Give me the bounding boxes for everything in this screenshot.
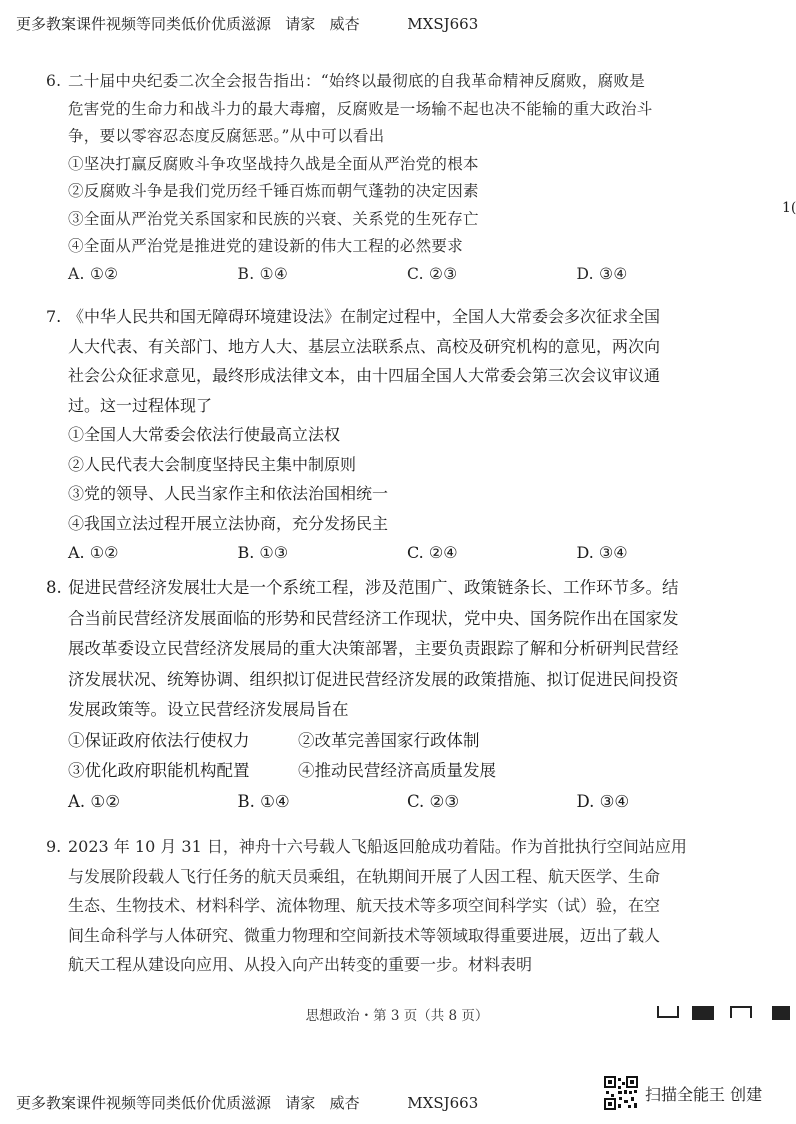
top-banner: 更多教案课件视频等同类低价优质滋源 请家 威杏 MXSJ663	[16, 15, 479, 33]
registration-mark	[730, 1006, 752, 1018]
statement-option: ②反腐败斗争是我们党历经千锤百炼而朝气蓬勃的决定因素	[68, 182, 479, 200]
answer-choices	[46, 538, 746, 568]
stem-line: 发展政策等。设立民营经济发展局旨在	[68, 700, 349, 719]
answer-choices	[46, 787, 746, 818]
question-stem	[46, 832, 746, 862]
stem-line: 争，要以零容忍态度反腐惩恶。”从中可以看出	[68, 127, 385, 145]
question-number: 8.	[46, 578, 62, 597]
statement-option: ①保证政府依法行使权力	[68, 730, 250, 750]
statement-option: ③党的领导、人民当家作主和依法治国相统一	[68, 484, 389, 503]
choice-b: B. ①④	[237, 791, 290, 811]
stem-line: 与发展阶段载人飞行任务的航天员乘组，在轨期间开展了人因工程、航天医学、生命	[68, 866, 661, 886]
choice-b: B. ①③	[237, 543, 289, 562]
choice-d: D. ③④	[576, 791, 630, 811]
choice-a: A. ①②	[68, 264, 119, 283]
statement-option: ②改革完善国家行政体制	[298, 730, 480, 750]
statement-row	[46, 726, 746, 757]
question-7	[46, 302, 746, 568]
statement-option: ③优化政府职能机构配置	[68, 761, 250, 780]
question-6	[46, 68, 746, 288]
answer-choices	[46, 261, 746, 289]
stem-line: 生态、生物技术、材料科学、流体物理、航天技术等多项空间科学实（试）验，在空	[68, 896, 661, 915]
question-9	[46, 832, 746, 980]
question-stem	[46, 68, 746, 96]
scanner-watermark: 扫描全能王 创建	[645, 1085, 763, 1104]
qr-code-icon	[604, 1076, 638, 1110]
stem-line: 《中华人民共和国无障碍环境建设法》在制定过程中，全国人大常委会多次征求全国	[68, 307, 661, 326]
edge-mark: 1(	[782, 200, 796, 216]
question-8	[46, 573, 746, 817]
question-stem	[46, 573, 746, 604]
page-footer: 思想政治・第 3 页（共 8 页）	[305, 1008, 489, 1024]
stem-line: 促进民营经济发展壮大是一个系统工程，涉及范围广、政策链条长、工作环节多。结	[68, 578, 679, 597]
choice-c: C. ②③	[407, 791, 460, 811]
stem-line: 间生命科学与人体研究、微重力物理和空间新技术等领域取得重要进展，迈出了载人	[68, 925, 661, 945]
stem-line: 危害党的生命力和战斗力的最大毒瘤，反腐败是一场输不起也决不能输的重大政治斗	[68, 99, 653, 118]
stem-line: 社会公众征求意见，最终形成法律文本，由十四届全国人大常委会第三次会议审议通	[68, 366, 661, 385]
stem-line: 合当前民营经济发展面临的形势和民营经济工作现状，党中央、国务院作出在国家发	[68, 608, 679, 628]
registration-mark	[657, 1006, 679, 1018]
registration-mark	[692, 1006, 714, 1020]
statement-option: ④我国立法过程开展立法协商，充分发扬民主	[68, 513, 389, 533]
question-number: 6.	[46, 72, 62, 90]
stem-line: 人大代表、有关部门、地方人大、基层立法联系点、高校及研究机构的意见，两次向	[68, 336, 661, 356]
choice-b: B. ①④	[237, 264, 289, 283]
bottom-banner: 更多教案课件视频等同类低价优质滋源 请家 威杏 MXSJ663	[16, 1094, 479, 1112]
choice-a: A. ①②	[68, 543, 119, 562]
question-number: 7.	[46, 307, 62, 326]
choice-d: D. ③④	[576, 264, 628, 283]
stem-line: 展改革委设立民营经济发展局的重大决策部署，主要负责跟踪了解和分析研判民营经	[68, 639, 679, 658]
statement-option: ④全面从严治党是推进党的建设新的伟大工程的必然要求	[68, 237, 464, 255]
statement-option: ③全面从严治党关系国家和民族的兴衰、关系党的生死存亡	[68, 209, 479, 228]
statement-row	[46, 756, 746, 787]
statement-option: ④推动民营经济高质量发展	[298, 761, 496, 780]
statement-option: ②人民代表大会制度坚持民主集中制原则	[68, 454, 357, 474]
choice-a: A. ①②	[68, 791, 120, 811]
stem-line: 济发展状况、统筹协调、组织拟订促进民营经济发展的政策措施、拟订促进民间投资	[68, 669, 679, 689]
stem-line: 二十届中央纪委二次全会报告指出：“始终以最彻底的自我革命精神反腐败，腐败是	[68, 72, 646, 90]
stem-line: 2023 年 10 月 31 日，神舟十六号载人飞船返回舱成功着陆。作为首批执行空间站应用	[68, 837, 687, 856]
registration-mark	[772, 1006, 790, 1020]
choice-d: D. ③④	[576, 543, 628, 562]
question-stem	[46, 302, 746, 332]
statement-option: ①坚决打赢反腐败斗争攻坚战持久战是全面从严治党的根本	[68, 154, 479, 173]
statement-option: ①全国人大常委会依法行使最高立法权	[68, 425, 341, 444]
choice-c: C. ②③	[407, 264, 458, 283]
stem-line: 过。这一过程体现了	[68, 395, 213, 415]
stem-line: 航天工程从建设向应用、从投入向产出转变的重要一步。材料表明	[68, 955, 533, 974]
question-number: 9.	[46, 837, 62, 856]
choice-c: C. ②④	[407, 543, 458, 562]
